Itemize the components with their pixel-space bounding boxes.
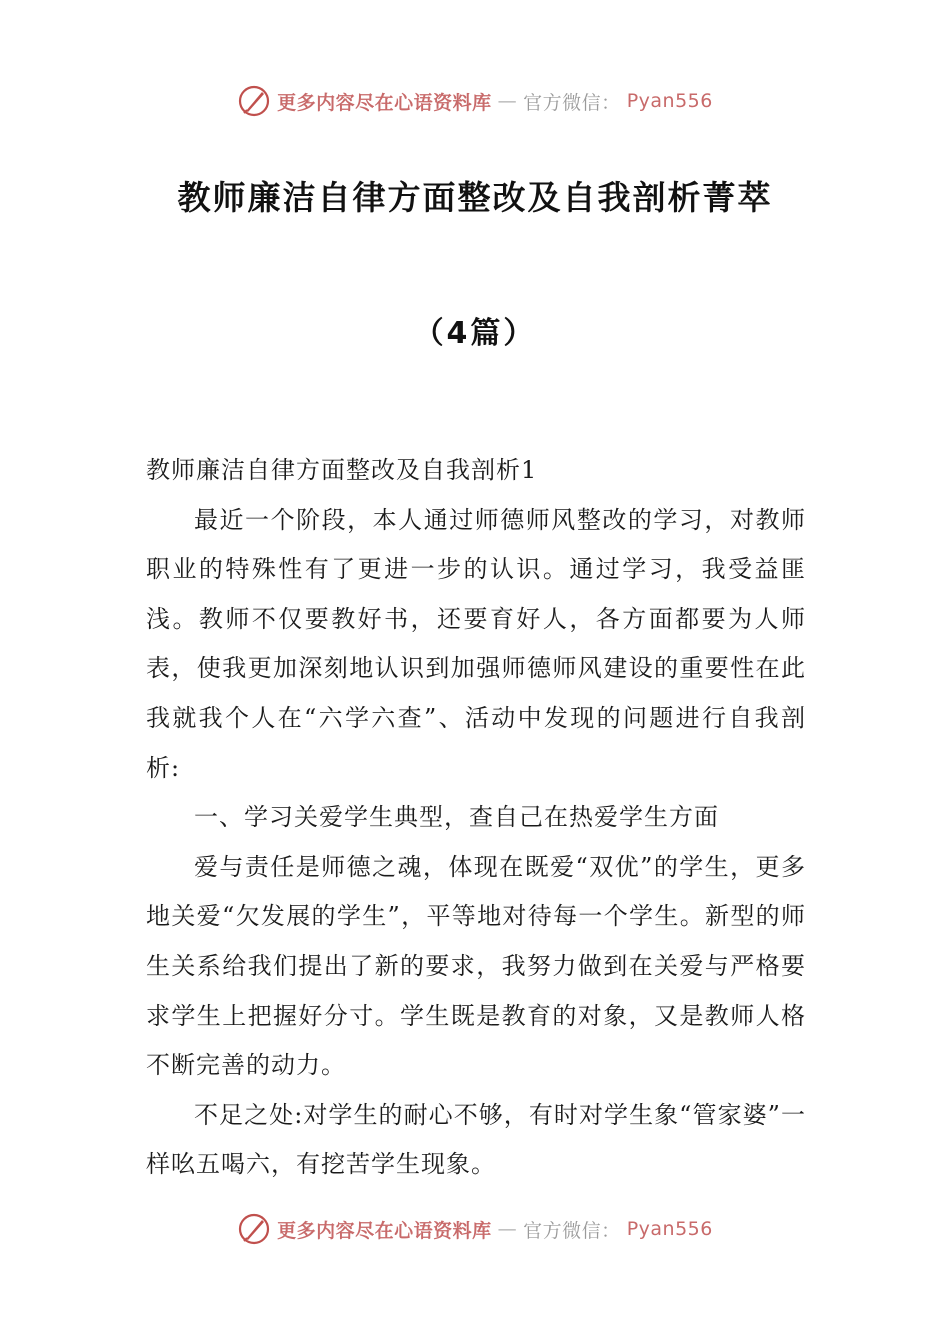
watermark-brand: 更多内容尽在心语资料库	[277, 91, 492, 114]
watermark-header	[0, 84, 950, 118]
watermark-wechat-id: Pyan556	[626, 1218, 713, 1240]
paragraph-subheading: 一、学习关爱学生典型，查自己在热爱学生方面	[194, 803, 719, 832]
watermark-footer	[0, 1212, 950, 1246]
watermark-official-label: 官方微信：	[523, 1219, 621, 1242]
quill-logo-icon	[237, 1212, 271, 1246]
paragraph-love-responsibility: 爱与责任是师德之魂，体现在既爱“双优”的学生，更多地关爱“欠发展的学生”，平等地对待每一个学生。新型的师生关系给我们提出了新的要求，我努力做到在关爱与严格要求学生上把握好分寸。学生既是教育的对象，又是教师人格不断完善的动力。	[146, 852, 806, 1080]
document-title: 教师廉洁自律方面整改及自我剖析菁萃	[177, 178, 773, 217]
watermark-wechat-id: Pyan556	[626, 90, 713, 112]
quill-logo-icon	[237, 84, 271, 118]
document-subtitle: （4篇）	[413, 316, 537, 351]
document-body	[146, 446, 806, 1190]
paragraph-intro: 最近一个阶段，本人通过师德师风整改的学习，对教师职业的特殊性有了更进一步的认识。通过学习，我受益匪浅。教师不仅要教好书，还要育好人，各方面都要为人师表，使我更加深刻地认识到加强师德师风建设的重要性在此我就我个人在“六学六查”、活动中发现的问题进行自我剖析:	[146, 505, 806, 782]
watermark-brand: 更多内容尽在心语资料库	[277, 1219, 492, 1242]
watermark-dash: —	[497, 1218, 518, 1240]
watermark-official-label: 官方微信：	[523, 91, 621, 114]
section-heading: 教师廉洁自律方面整改及自我剖析1	[146, 456, 538, 484]
watermark-dash: —	[497, 90, 518, 112]
paragraph-shortcomings: 不足之处:对学生的耐心不够，有时对学生象“管家婆”一样吆五喝六，有挖苦学生现象。	[146, 1100, 806, 1179]
